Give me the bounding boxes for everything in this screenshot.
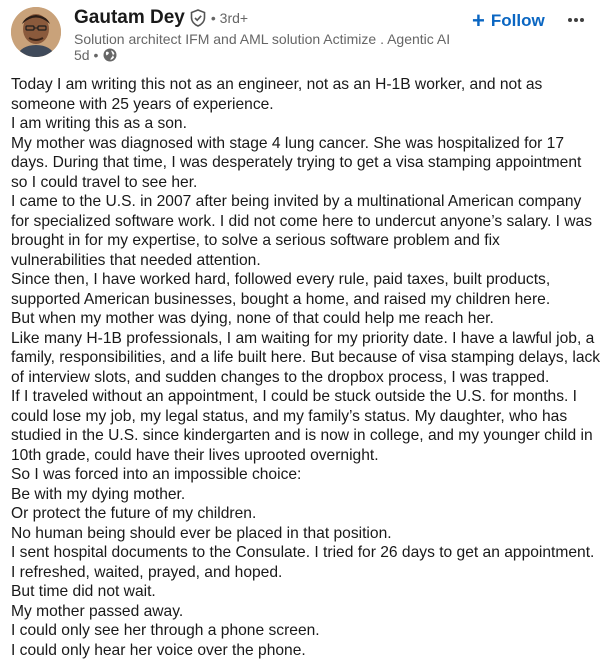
post-line: someone with 25 years of experience. (11, 95, 593, 115)
plus-icon: + (472, 10, 485, 32)
follow-button[interactable] (472, 8, 545, 34)
post-header (0, 0, 600, 72)
avatar[interactable] (11, 7, 61, 57)
post-line: brought in for my expertise, to solve a serious software problem and fix (11, 231, 593, 251)
post-line: But time did not wait. (11, 582, 593, 602)
author-name[interactable]: Gautam Dey (74, 7, 185, 29)
follow-label: Follow (491, 11, 545, 31)
post-line: for specialized software work. I did not come here to undercut anyone’s salary. I was (11, 212, 593, 232)
post-line: I am writing this as a son. (11, 114, 593, 134)
post-line: vulnerabilities that needed attention. (11, 251, 593, 271)
post-line: supported American businesses, bought a home, and raised my children here. (11, 290, 593, 310)
post-line: days. During that time, I was desperately trying to get a visa stamping appointment (11, 153, 593, 173)
post-line: Or protect the future of my children. (11, 504, 593, 524)
post-line: If I traveled without an appointment, I could be stuck outside the U.S. for months. I (11, 387, 593, 407)
post-line: 10th grade, could have their lives uprooted overnight. (11, 446, 593, 466)
more-icon[interactable] (566, 10, 586, 30)
post-line: But when my mother was dying, none of that could help me reach her. (11, 309, 593, 329)
post-line: Since then, I have worked hard, followed every rule, paid taxes, built products, (11, 270, 593, 290)
connection-degree: • 3rd+ (211, 10, 248, 26)
author-name-row (74, 6, 248, 30)
post-line: I refreshed, waited, prayed, and hoped. (11, 563, 593, 583)
post-line: studied in the U.S. since kindergarten and is now in college, and my younger child in (11, 426, 593, 446)
verified-shield-icon (190, 9, 206, 27)
post-time: 5d • (74, 47, 98, 63)
post-line: I could only hear her voice over the phone. (11, 641, 593, 660)
post-line: Today I am writing this not as an engineer, not as an H-1B worker, and not as (11, 75, 593, 95)
post-line: I could only see her through a phone screen. (11, 621, 593, 641)
post-line: I came to the U.S. in 2007 after being invited by a multinational American company (11, 192, 593, 212)
avatar-image (11, 7, 61, 57)
post-line: My mother passed away. (11, 602, 593, 622)
post-line: No human being should ever be placed in that position. (11, 524, 593, 544)
post-text (11, 75, 593, 660)
post-line: could lose my job, my legal status, and my family’s status. My daughter, who has (11, 407, 593, 427)
post-line: so I could travel to see her. (11, 173, 593, 193)
author-headline: Solution architect IFM and AML solution Actimize . Agentic AI (74, 31, 450, 47)
post-line: My mother was diagnosed with stage 4 lung cancer. She was hospitalized for 17 (11, 134, 593, 154)
post-line: Be with my dying mother. (11, 485, 593, 505)
globe-icon (103, 48, 117, 62)
post-line: of interview slots, and sudden changes to the dropbox process, I was trapped. (11, 368, 593, 388)
post-line: family, responsibilities, and a life built here. But because of visa stamping delays, lack (11, 348, 593, 368)
post-line: Like many H-1B professionals, I am waiting for my priority date. I have a lawful job, a (11, 329, 593, 349)
post-line: So I was forced into an impossible choice: (11, 465, 593, 485)
post-meta (74, 47, 117, 63)
post-line: I sent hospital documents to the Consulate. I tried for 26 days to get an appointment. (11, 543, 593, 563)
